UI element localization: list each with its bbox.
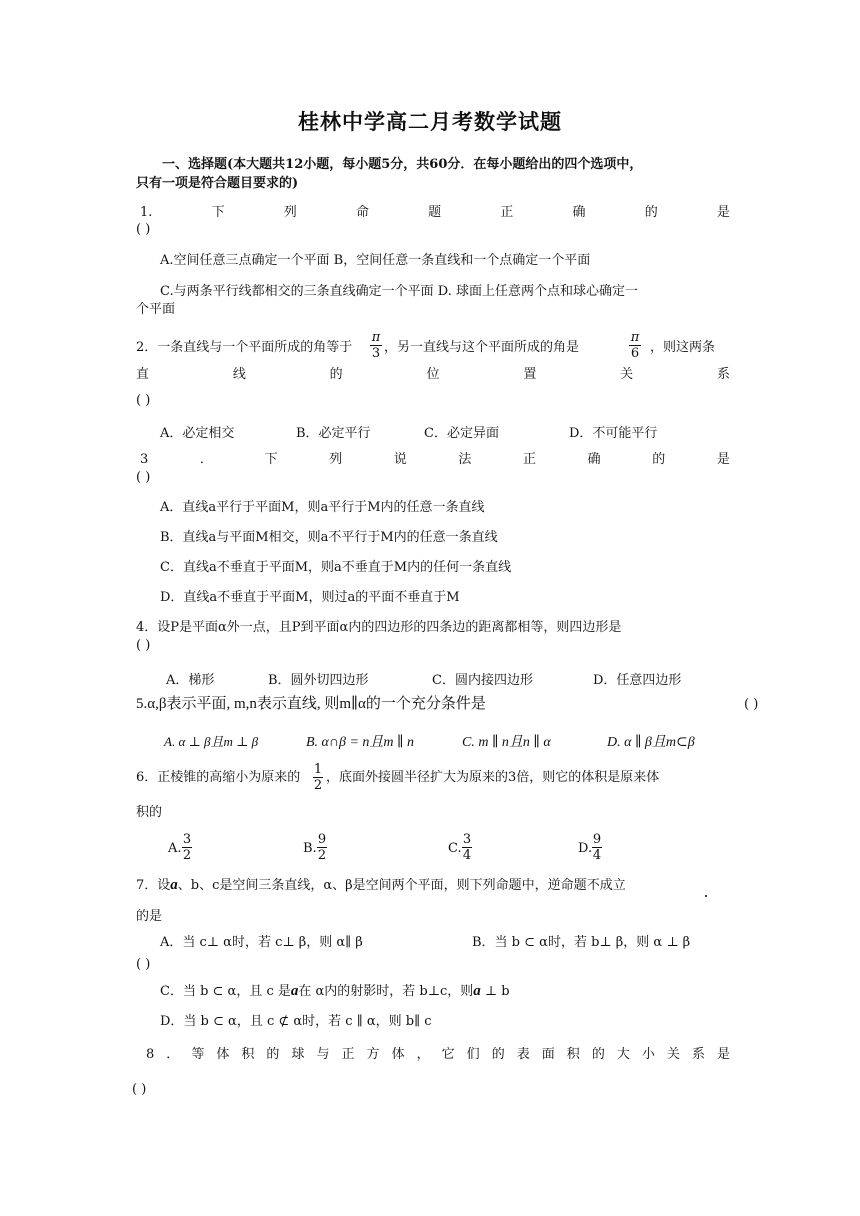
q8-stem-word: 小 xyxy=(641,1047,655,1062)
q6-option-c-fraction xyxy=(462,832,472,863)
q3-stem-word: 确 xyxy=(587,452,601,467)
q1-stem-word: 命 xyxy=(355,205,369,220)
q3-stem-word: ． xyxy=(199,452,213,467)
q1-stem-word: 下 xyxy=(211,205,225,220)
q6-option-a-fraction xyxy=(182,832,192,863)
q8-stem-word: 表 xyxy=(516,1047,530,1062)
q2-option-b: B．必定平行 xyxy=(296,426,371,441)
q4-stem: 4．设P是平面α外一点，且P到平面α内的四边形的四条边的距离都相等，则四边形是 xyxy=(136,620,622,635)
q5-option-b: B. α∩β = n且m ∥ n xyxy=(306,735,415,750)
q4-option-c: C．圆内接四边形 xyxy=(432,673,533,688)
q6-option-b-label: B. xyxy=(303,841,317,856)
q6-option-b-fraction xyxy=(317,832,327,863)
q3-paren: ( ) xyxy=(136,470,151,485)
q6-option-d-label: D. xyxy=(578,841,593,856)
q6-d-num: 9 xyxy=(592,832,602,847)
q7-option-c-part1: C．当 b ⊂ α，且 c 是 xyxy=(160,984,291,999)
q2-stem-word: 关 xyxy=(620,367,634,382)
q8-stem-word: 积 xyxy=(241,1047,255,1062)
q7-stem-part2: 、b、c是空间三条直线，α、β是空间两个平面，则下列命题中，逆命题 xyxy=(177,878,587,893)
q1-stem-word: 1. xyxy=(140,205,153,220)
section-heading-line1: 一、选择题(本大题共12小题，每小题5分，共60分．在每小题给出的四个选项中， xyxy=(162,157,643,172)
q8-stem-word: 关 xyxy=(666,1047,680,1062)
q6-fraction xyxy=(313,762,323,793)
q2-option-d: D．不可能平行 xyxy=(569,426,658,441)
q2-option-c: C．必定异面 xyxy=(424,426,499,441)
q3-stem xyxy=(140,452,730,468)
q7-option-c-part2: 在 α内的射影时，若 b⊥c，则 xyxy=(298,984,474,999)
q7-option-c-part3: ⊥ b xyxy=(480,984,510,999)
q1-stem-word: 确 xyxy=(572,205,586,220)
q5-option-d: D. α ∥ β且m⊂β xyxy=(607,735,695,750)
q2-option-a: A．必定相交 xyxy=(160,426,235,441)
q3-stem-word: 的 xyxy=(652,452,666,467)
q1-options-cd-line1: C.与两条平行线都相交的三条直线确定一个平面 D. 球面上任意两个点和球心确定一 xyxy=(160,284,638,299)
q8-stem-word: 的 xyxy=(266,1047,280,1062)
q8-paren: ( ) xyxy=(132,1082,147,1097)
q6-c-den: 4 xyxy=(462,848,472,863)
q2-frac1-den: 3 xyxy=(371,346,381,361)
q6-b-num: 9 xyxy=(317,832,327,847)
q1-stem xyxy=(140,205,730,221)
q7-var-a: a xyxy=(170,877,178,893)
q8-stem-word: 们 xyxy=(466,1047,480,1062)
q7-option-c-var-a2: a xyxy=(473,983,481,999)
q8-stem-word: ， xyxy=(416,1047,430,1062)
q6-option-a-label: A. xyxy=(168,841,182,856)
q2-stem-part1: 2．一条直线与一个平面所成的角等于 xyxy=(136,340,353,355)
q8-stem-word: 等 xyxy=(191,1047,205,1062)
q3-stem-word: 说 xyxy=(393,452,407,467)
q8-stem-word: 大 xyxy=(616,1047,630,1062)
q8-stem-word: 是 xyxy=(716,1047,730,1062)
q8-stem-word: 它 xyxy=(441,1047,455,1062)
q4-option-a: A．梯形 xyxy=(166,673,215,688)
q5-stem: 5.α,β表示平面, m,n表示直线, 则m∥α的一个充分条件是 xyxy=(136,696,486,712)
q1-paren: ( ) xyxy=(136,222,151,237)
q2-frac2-num: π xyxy=(630,330,640,345)
q7-stem-part1: 7．设 xyxy=(136,878,171,893)
q2-stem-word: 置 xyxy=(523,367,537,382)
q1-stem-word: 列 xyxy=(283,205,297,220)
q2-stem-word: 位 xyxy=(426,367,440,382)
q7-option-b: B．当 b ⊂ α时，若 b⊥ β，则 α ⊥ β xyxy=(472,935,691,950)
q5-option-a: A. α ⊥ β且m ⊥ β xyxy=(164,734,259,749)
q2-stem-word: 线 xyxy=(232,367,246,382)
q7-option-d: D．当 b ⊂ α，且 c ⊄ α时，若 c ∥ α，则 b∥ c xyxy=(160,1014,432,1029)
q3-stem-word: 正 xyxy=(523,452,537,467)
q2-stem-part2: ，另一直线与这个平面所成的角是 xyxy=(384,340,580,355)
q5-option-c: C. m ∥ n且n ∥ α xyxy=(462,735,551,750)
q1-stem-word: 题 xyxy=(428,205,442,220)
q2-fraction-2 xyxy=(629,330,641,361)
q6-b-den: 2 xyxy=(317,848,327,863)
q7-option-a: A．当 c⊥ α时，若 c⊥ β，则 α∥ β xyxy=(160,935,363,950)
q1-options-ab: A.空间任意三点确定一个平面 B，空间任意一条直线和一个点确定一个平面 xyxy=(160,253,591,268)
q7-option-c xyxy=(160,983,510,1000)
q7-emphasis: 不 xyxy=(586,878,600,893)
q3-option-c: C．直线a不垂直于平面M，则a不垂直于M内的任何一条直线 xyxy=(160,560,512,575)
q2-stem-word: 直 xyxy=(136,367,150,382)
q7-emphasis-dot xyxy=(705,895,707,897)
q2-paren: ( ) xyxy=(136,393,151,408)
q4-paren: ( ) xyxy=(136,638,151,653)
q1-stem-word: 正 xyxy=(500,205,514,220)
q8-stem-word: ． xyxy=(166,1047,180,1062)
q2-frac2-den: 6 xyxy=(630,346,640,361)
q1-stem-word: 是 xyxy=(716,205,730,220)
q8-stem-word: 与 xyxy=(316,1047,330,1062)
q6-frac-den: 2 xyxy=(313,778,323,793)
q8-stem-word: 正 xyxy=(341,1047,355,1062)
q2-stem-word: 的 xyxy=(329,367,343,382)
q8-stem-word: 方 xyxy=(366,1047,380,1062)
q3-option-d: D．直线a不垂直于平面M，则过a的平面不垂直于M xyxy=(160,590,460,605)
q8-stem-word: 的 xyxy=(491,1047,505,1062)
q8-stem-word: 体 xyxy=(216,1047,230,1062)
q3-option-b: B．直线a与平面M相交，则a不平行于M内的任意一条直线 xyxy=(160,530,498,545)
q6-a-den: 2 xyxy=(182,848,192,863)
q3-stem-word: 3 xyxy=(140,452,149,467)
q4-option-d: D．任意四边形 xyxy=(593,673,682,688)
q3-stem-word: 是 xyxy=(716,452,730,467)
q8-stem-word: 面 xyxy=(541,1047,555,1062)
q6-stem-line2: 积的 xyxy=(136,805,163,820)
q6-stem-part1: 6．正棱锥的高缩小为原来的 xyxy=(136,770,301,785)
q6-c-num: 3 xyxy=(462,832,472,847)
q2-frac1-num: π xyxy=(371,330,381,345)
q2-stem-line2 xyxy=(136,367,730,383)
q7-stem-line2: 的是 xyxy=(136,909,163,924)
section-heading-line2: 只有一项是符合题目要求的) xyxy=(136,176,299,191)
q6-d-den: 4 xyxy=(592,848,602,863)
q3-stem-word: 下 xyxy=(264,452,278,467)
q7-stem-line1 xyxy=(136,877,626,894)
q6-a-num: 3 xyxy=(182,832,192,847)
q2-stem-part3: ，则这两条 xyxy=(650,340,716,355)
q6-stem-part2: ，底面外接圆半径扩大为原来的3倍，则它的体积是原来体 xyxy=(326,770,660,785)
q6-option-c-label: C. xyxy=(448,841,462,856)
q7-stem-part3: 成立 xyxy=(599,878,626,893)
q5-paren: ( ) xyxy=(744,697,759,712)
q6-option-d-fraction xyxy=(592,832,602,863)
q8-stem-word: 系 xyxy=(691,1047,705,1062)
q2-fraction-1 xyxy=(370,330,382,361)
q8-stem-word: 球 xyxy=(291,1047,305,1062)
q4-option-b: B．圆外切四边形 xyxy=(268,673,369,688)
q8-stem-word: 体 xyxy=(391,1047,405,1062)
q2-stem-word: 系 xyxy=(716,367,730,382)
q7-option-c-var-a: a xyxy=(290,983,299,999)
q1-options-cd-line2: 个平面 xyxy=(136,302,176,317)
q3-stem-word: 列 xyxy=(329,452,343,467)
q8-stem-word: 积 xyxy=(566,1047,580,1062)
q1-stem-word: 的 xyxy=(644,205,658,220)
q3-stem-word: 法 xyxy=(458,452,472,467)
page-title: 桂林中学高二月考数学试题 xyxy=(298,110,562,134)
q8-stem-word: 的 xyxy=(591,1047,605,1062)
q6-frac-num: 1 xyxy=(313,762,323,777)
q8-stem xyxy=(146,1047,730,1063)
q3-option-a: A．直线a平行于平面M，则a平行于M内的任意一条直线 xyxy=(160,500,485,515)
q8-stem-word: 8 xyxy=(146,1047,155,1062)
q7-paren: ( ) xyxy=(136,957,151,972)
